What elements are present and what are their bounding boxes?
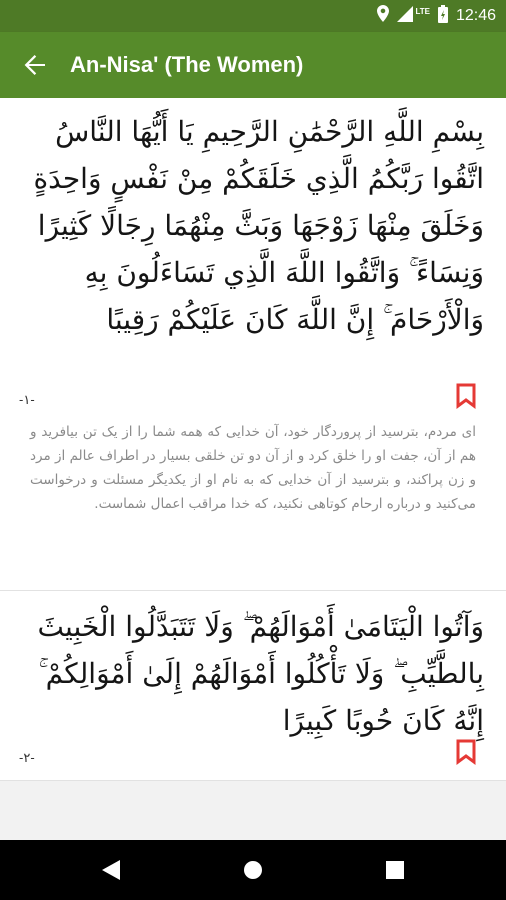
verse-number: -٢- <box>19 750 35 765</box>
verse-card[interactable] <box>0 98 506 591</box>
bookmark-icon <box>456 383 476 409</box>
status-bar <box>0 0 506 32</box>
app-bar <box>0 32 506 98</box>
nav-back-button[interactable] <box>81 840 141 900</box>
verse-number: -١- <box>19 392 35 407</box>
arabic-text: بِسْمِ اللَّهِ الرَّحْمَٰنِ الرَّحِيمِ يَا أَيُّهَا النَّاسُ اتَّقُوا رَبَّكُمُ الَّذِي خَلَقَكُمْ مِنْ نَفْسٍ وَاحِدَةٍ وَخَلَقَ مِنْهَا زَوْجَهَا وَبَثَّ مِنْهُمَا رِجَالًا كَثِيرًا وَنِسَاءً ۚ وَاتَّقُوا اللَّهَ الَّذِي تَسَاءَلُونَ بِهِ وَالْأَرْحَامَ ۚ إِنَّ اللَّهَ كَانَ عَلَيْكُمْ رَقِيبًا <box>33 115 484 336</box>
bookmark-button[interactable] <box>456 383 476 413</box>
back-button[interactable] <box>0 32 70 98</box>
triangle-back-icon <box>102 860 120 880</box>
back-arrow-icon <box>24 54 46 76</box>
circle-home-icon <box>243 860 263 880</box>
arabic-text: وَآتُوا الْيَتَامَىٰ أَمْوَالَهُمْ ۖ وَلَا تَتَبَدَّلُوا الْخَبِيثَ بِالطَّيِّبِ ۖ وَلَا تَأْكُلُوا أَمْوَالَهُمْ إِلَىٰ أَمْوَالِكُمْ ۚ إِنَّهُ كَانَ حُوبًا كَبِيرًا <box>37 610 484 737</box>
battery-icon <box>438 5 448 28</box>
page-title: An-Nisa' (The Women) <box>70 52 304 77</box>
signal-icon <box>397 6 413 27</box>
verse-list[interactable] <box>0 98 506 781</box>
nav-recents-button[interactable] <box>365 840 425 900</box>
network-label: LTE <box>415 6 430 16</box>
clock: 12:46 <box>455 7 496 24</box>
bookmark-button[interactable] <box>456 739 476 769</box>
square-recents-icon <box>386 861 404 879</box>
verse-card[interactable] <box>0 591 506 781</box>
bookmark-icon <box>456 739 476 765</box>
location-icon <box>377 5 389 27</box>
translation-text: ای مردم، بترسید از پروردگار خود، آن خدایی که همه شما را از یک تن بیافرید و هم از آن، جفت او را خلق کرد و از آن دو تن خلقی بسیار در اطراف عالم از مرد و زن پراکند، و بترسید از آن خدایی که به نام او از یکدیگر مسئلت و درخواست می‌کنید و درباره ارحام کوتاهی نکنید، که خدا مراقب اعمال شماست. <box>30 424 476 512</box>
navigation-bar <box>0 840 506 900</box>
nav-home-button[interactable] <box>223 840 283 900</box>
